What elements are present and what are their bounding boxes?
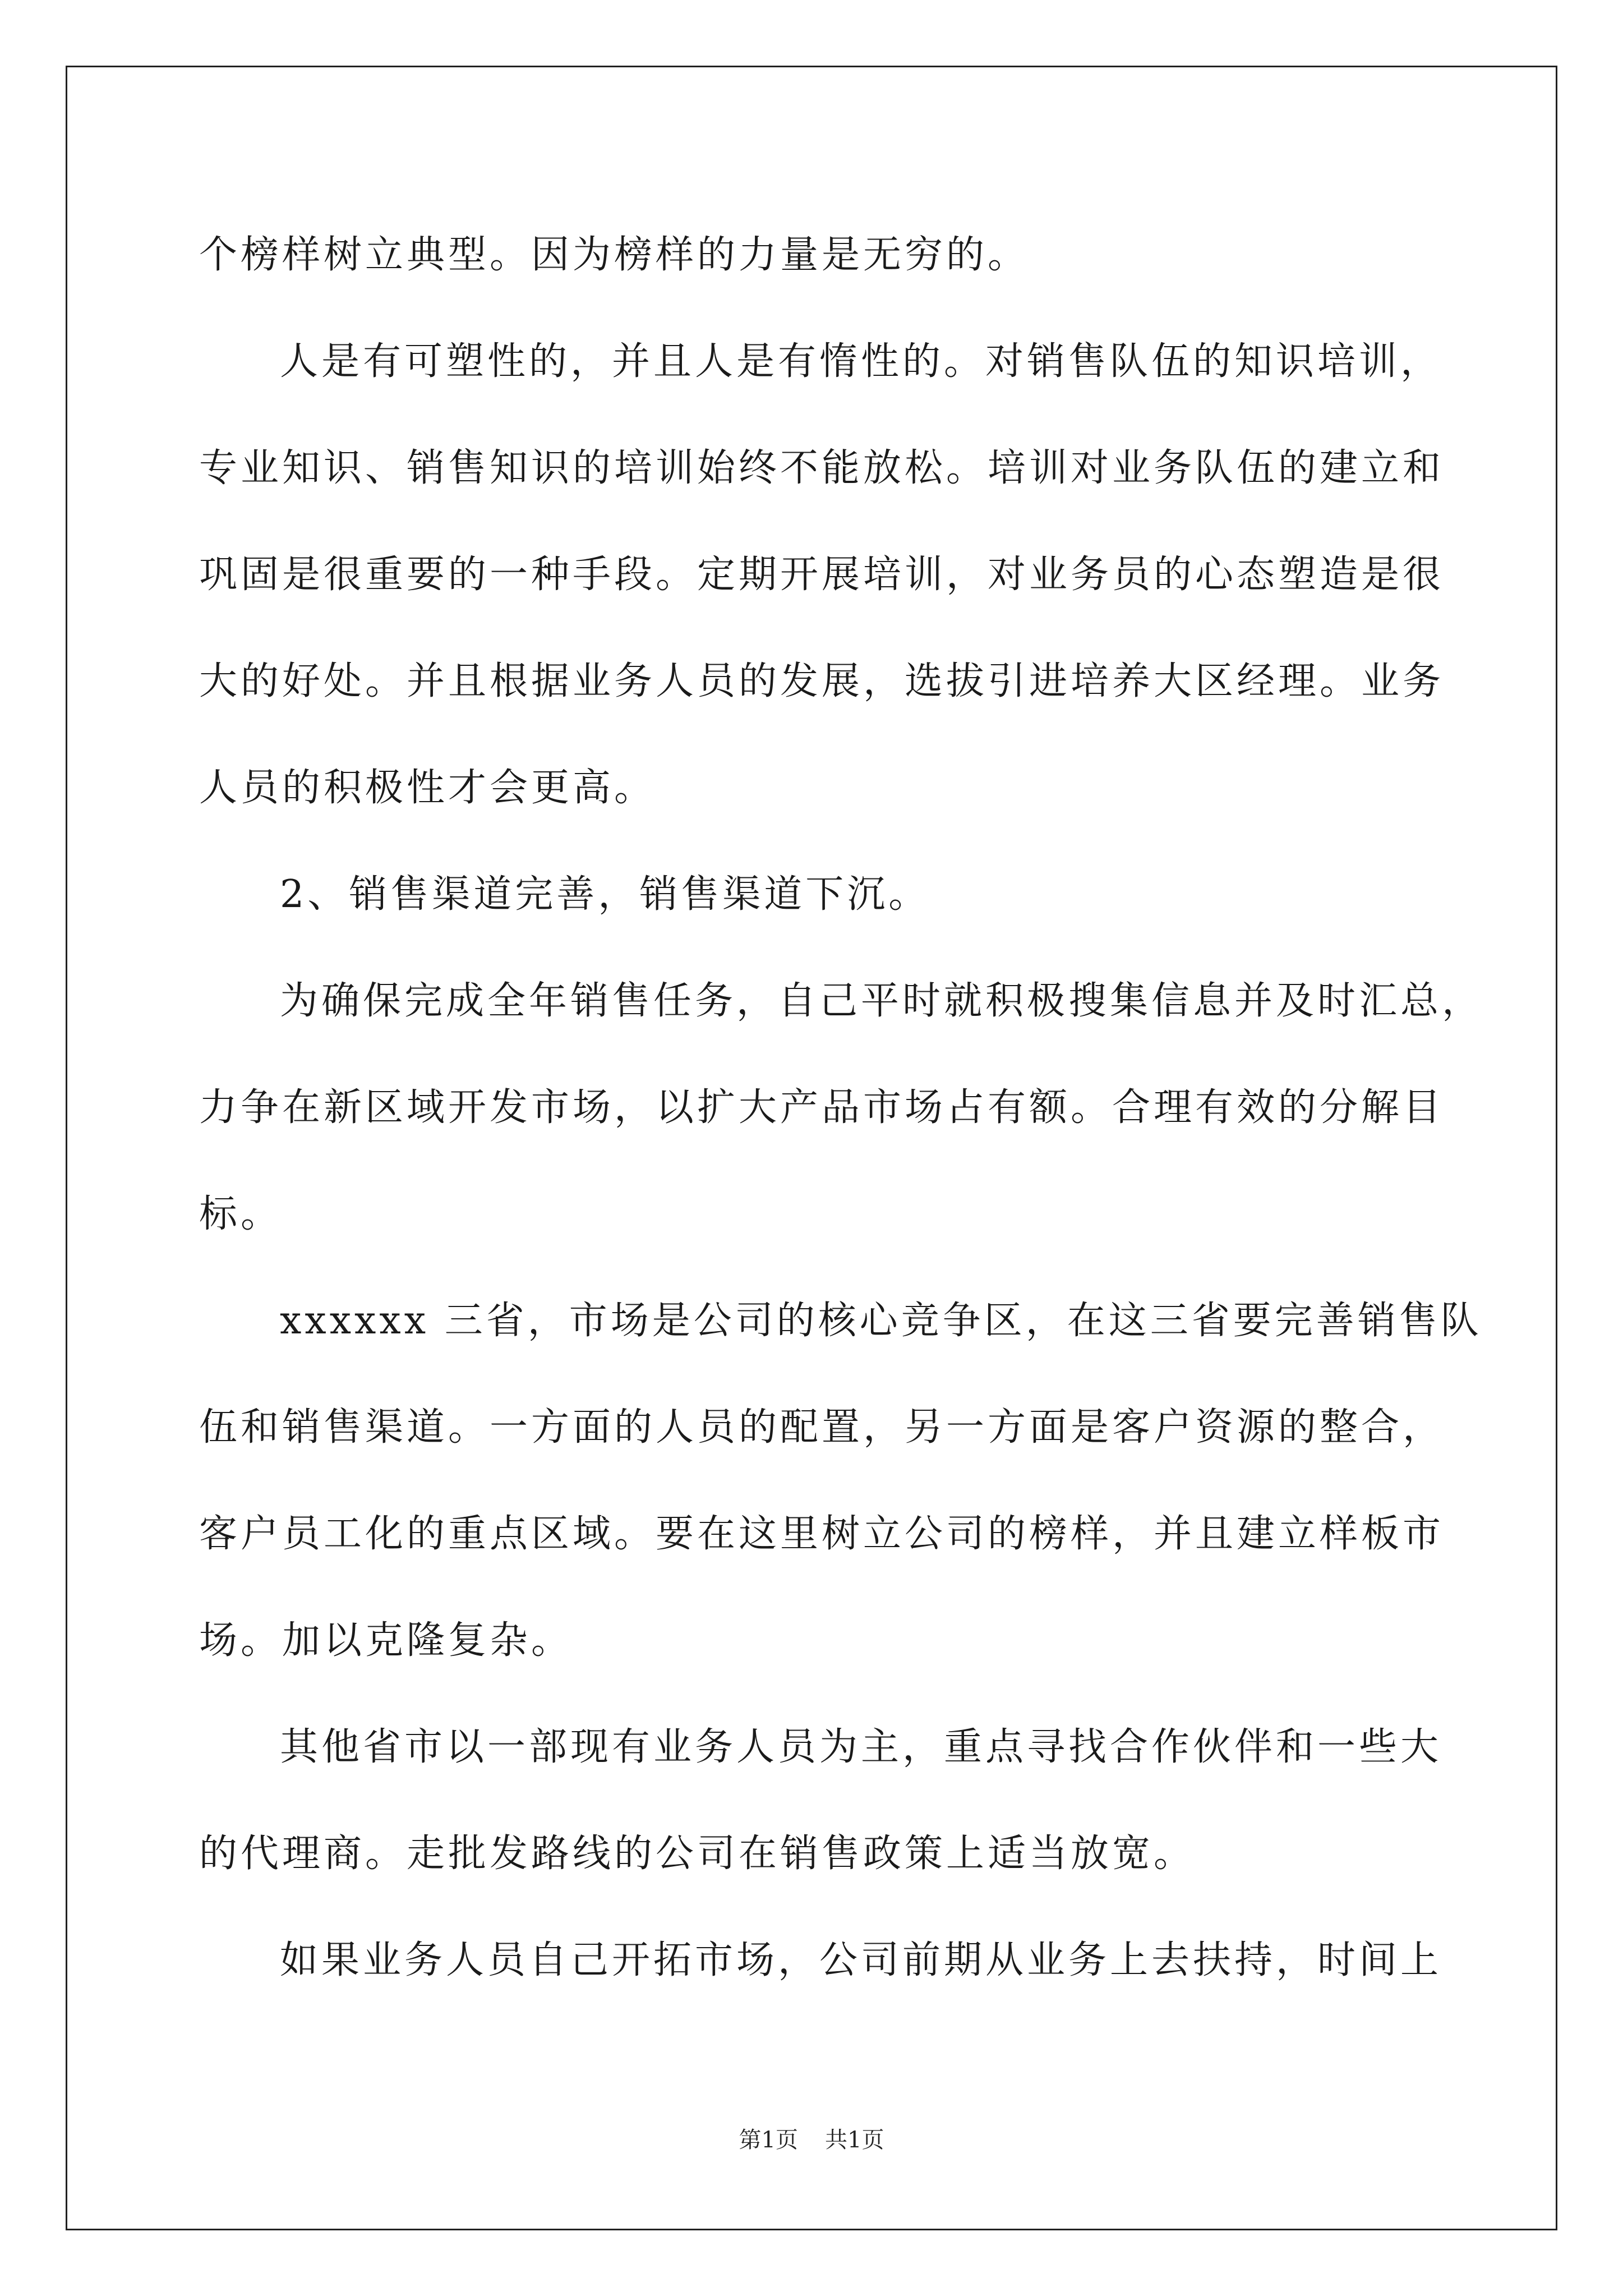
page-total: 共1页 [825,2127,884,2153]
text-line: 巩固是很重要的一种手段。定期开展培训，对业务员的心态塑造是很 [199,553,1445,597]
text-line: 为确保完成全年销售任务，自己平时就积极搜集信息并及时汇总， [280,979,1484,1023]
page-footer [0,2123,1623,2157]
text-line: 伍和销售渠道。一方面的人员的配置，另一方面是客户资源的整合， [199,1405,1445,1450]
text-line: 力争在新区域开发市场，以扩大产品市场占有额。合理有效的分解目 [199,1085,1445,1130]
text-line: 的代理商。走批发路线的公司在销售政策上适当放宽。 [199,1832,1196,1876]
text-line: 如果业务人员自己开拓市场，公司前期从业务上去扶持，时间上 [280,1938,1442,1982]
text-line: 专业知识、销售知识的培训始终不能放松。培训对业务队伍的建立和 [199,446,1445,490]
text-line: 其他省市以一部现有业务人员为主，重点寻找合作伙伴和一些大 [280,1725,1442,1769]
text-line: 人员的积极性才会更高。 [199,766,656,810]
text-line: 个榜样树立典型。因为榜样的力量是无穷的。 [199,233,1030,277]
text-line: 标。 [199,1192,283,1236]
text-line: 大的好处。并且根据业务人员的发展，选拔引进培养大区经理。业务 [199,659,1445,703]
text-line: xxxxxx 三省，市场是公司的核心竞争区，在这三省要完善销售队 [280,1299,1482,1343]
text-line: 客户员工化的重点区域。要在这里树立公司的榜样，并且建立样板市 [199,1512,1445,1556]
text-line: 场。加以克隆复杂。 [199,1618,573,1663]
text-line: 人是有可塑性的，并且人是有惰性的。对销售队伍的知识培训， [280,339,1442,384]
section-heading: 2、销售渠道完善，销售渠道下沉。 [280,872,930,917]
page-number: 第1页 [739,2127,798,2153]
